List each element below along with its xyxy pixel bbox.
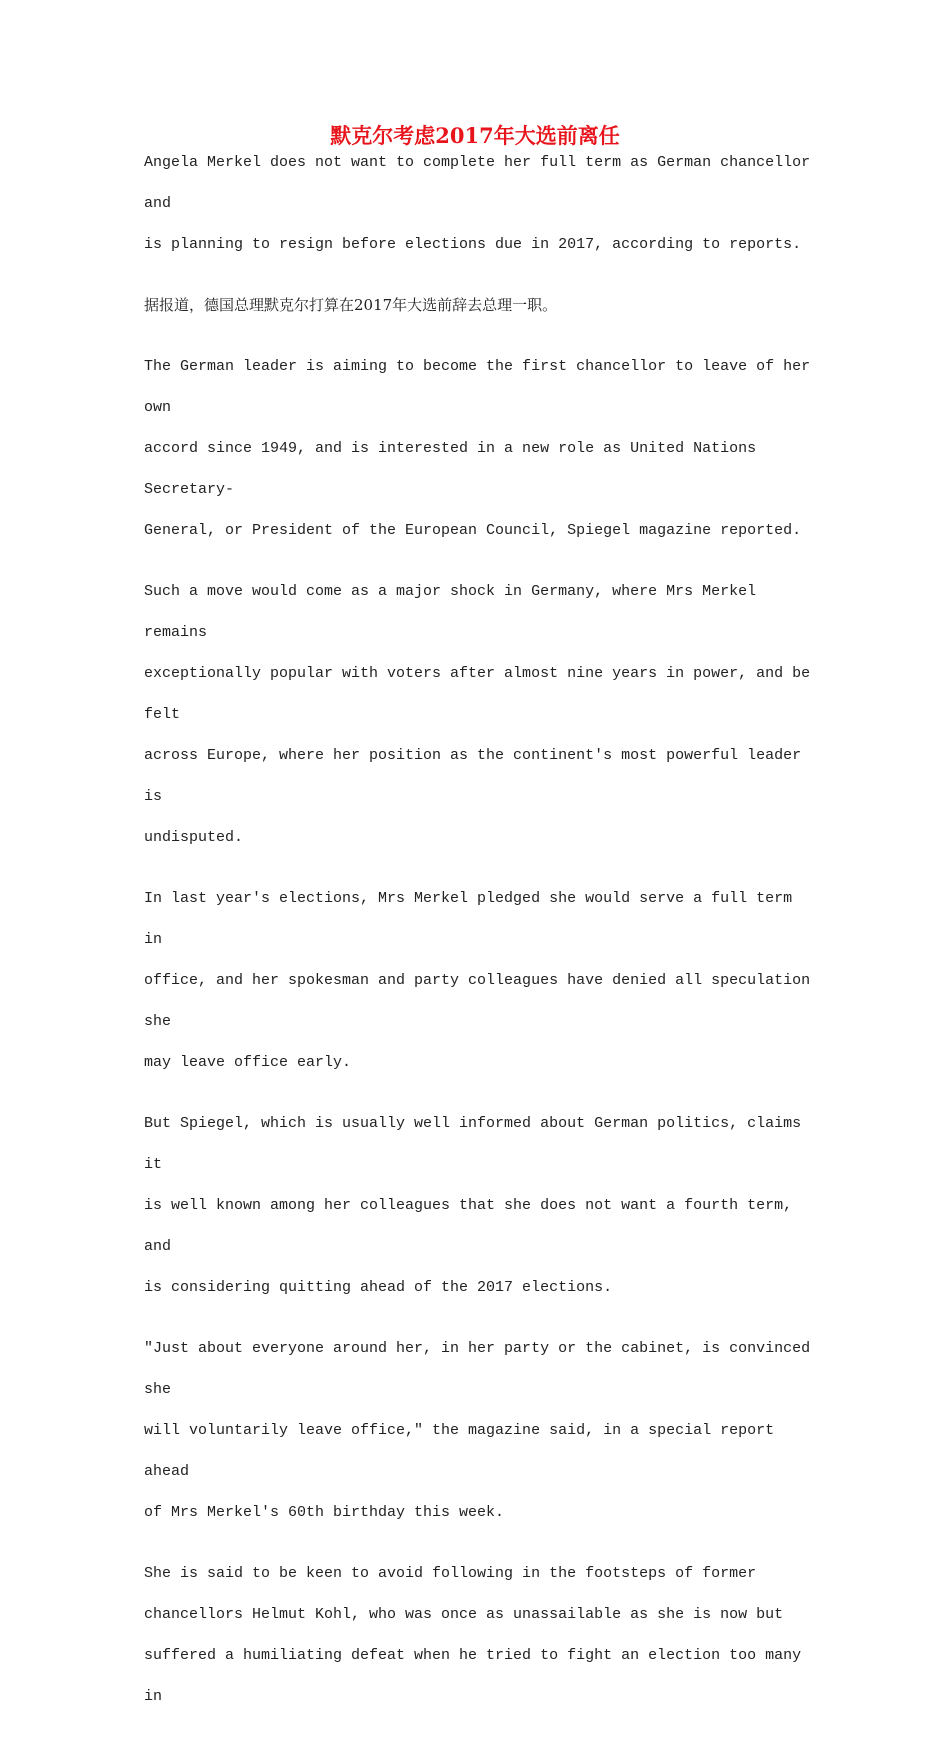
paragraph-intro: Angela Merkel does not want to complete her full term as German chancellor and is planning to resign before elections due in 2017, according to reports. (144, 154, 811, 253)
paragraph-pledge: In last year's elections, Mrs Merkel pledged she would serve a full term in office, and her spokesman and party colleagues have denied all speculation she may leave office early. (144, 890, 811, 1071)
paragraph-quote: "Just about everyone around her, in her party or the cabinet, is convinced she will voluntarily leave office," the magazine said, in a special report ahead of Mrs Merkel's 60th birthday this week. (144, 1340, 811, 1521)
paragraph-shock: Such a move would come as a major shock in Germany, where Mrs Merkel remains exceptionally popular with voters after almost nine years in power, and be felt across Europe, where her position as the continent's most powerful leader is undisputed. (144, 583, 811, 846)
paragraph-kohl: She is said to be keen to avoid following in the footsteps of former chancellors Helmut Kohl, who was once as unassailable as she is now but suffered a humiliating defeat when he tried to fight an election too many in (144, 1565, 802, 1705)
paragraph-chinese-summary: 据报道，德国总理默克尔打算在2017年大选前辞去总理一职。 (144, 296, 558, 314)
paragraph-aim: The German leader is aiming to become the first chancellor to leave of her own accord since 1949, and is interested in a new role as United Nations Secretary- General, or President of the European Council, Spiegel magazine reported. (144, 358, 811, 539)
document-body (144, 142, 812, 1737)
document-title: 默克尔考虑2017年大选前离任 (330, 123, 620, 148)
paragraph-spiegel-claim: But Spiegel, which is usually well informed about German politics, claims it is well known among her colleagues that she does not want a fourth term, and is considering quitting ahead of the 2017 elections. (144, 1115, 802, 1296)
